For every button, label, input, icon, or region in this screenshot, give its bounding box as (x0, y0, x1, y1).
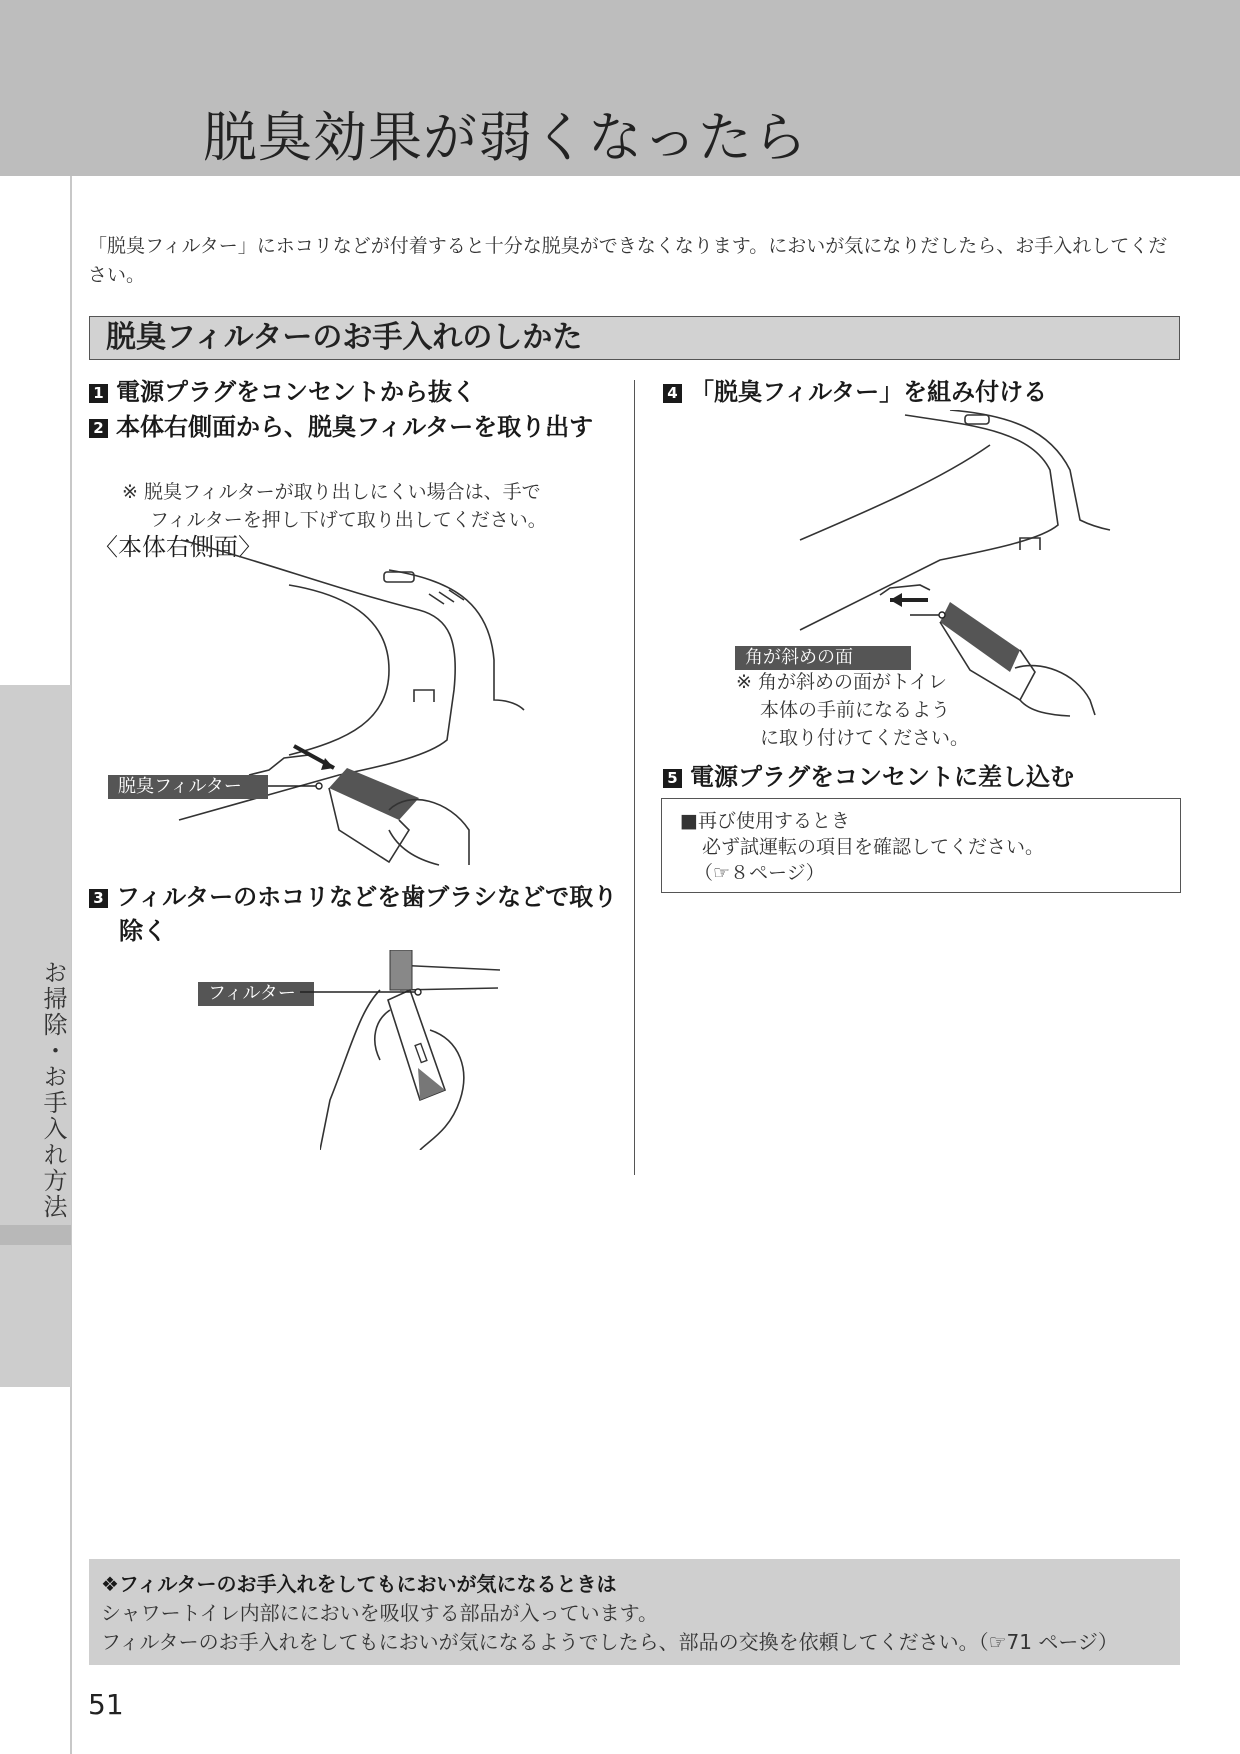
side-tab-lower (0, 1245, 71, 1387)
section-heading: 脱臭フィルターのお手入れのしかた (89, 316, 1180, 360)
step-text: 「脱臭フィルター」を組み付ける (690, 378, 1048, 406)
filter-label-2: フィルター (198, 982, 314, 1006)
note-line: に取り付けてください。 (760, 727, 970, 749)
step-2-note (122, 478, 547, 534)
figure-caption: 〈本体右側面〉 (94, 533, 262, 561)
step-3 (89, 880, 629, 948)
info-title: ■再び使用するとき (680, 810, 850, 832)
step-1 (89, 375, 476, 409)
step-number: 3 (89, 889, 108, 908)
info-line: 必ず試運転の項目を確認してください。 (702, 836, 1045, 858)
filter-label-leader (300, 985, 430, 999)
intro-text: 「脱臭フィルター」にホコリなどが付着すると十分な脱臭ができなくなります。においが気になりだしたら、お手入れしてください。 (88, 235, 1168, 286)
step-number: 2 (89, 419, 108, 438)
note-line: フィルターを押し下げて取り出してください。 (150, 509, 547, 531)
note-line: 本体の手前になるよう (760, 699, 951, 721)
slanted-face-label: 角が斜めの面 (735, 646, 911, 670)
step-4-note (736, 668, 969, 752)
step-text: 電源プラグをコンセントに差し込む (690, 763, 1074, 791)
filter-label: 脱臭フィルター (108, 775, 268, 799)
note-line: ※ 角が斜めの面がトイレ (736, 671, 948, 693)
reuse-info-box (661, 798, 1181, 893)
side-tab-label: お掃除・お手入れ方法 (39, 960, 67, 1220)
step-2 (89, 410, 609, 444)
page-number: 51 (88, 1688, 124, 1721)
step-text: 本体右側面から、脱臭フィルターを取り出す (116, 413, 594, 441)
filter-cleaning-illustration (320, 950, 510, 1150)
step-number: 1 (89, 384, 108, 403)
odor-note-title: ❖フィルターのお手入れをしてもにおいが気になるときは (101, 1572, 617, 1596)
step-number: 4 (663, 384, 682, 403)
column-divider (634, 380, 635, 1175)
note-line: ※ 脱臭フィルターが取り出しにくい場合は、手で (122, 481, 541, 503)
filter-removal-illustration (89, 530, 629, 870)
odor-note-box (89, 1559, 1180, 1665)
step-4 (663, 375, 1047, 409)
step-number: 5 (663, 769, 682, 788)
page-title: 脱臭効果が弱くなったら (203, 106, 808, 169)
step-text: フィルターのホコリなどを歯ブラシなどで取り除く (116, 883, 618, 945)
step-text: 電源プラグをコンセントから抜く (116, 378, 476, 406)
side-tab-divider (0, 1225, 71, 1245)
odor-note-line: シャワートイレ内部ににおいを吸収する部品が入っています。 (101, 1601, 658, 1625)
step-5 (663, 760, 1074, 794)
page-reference-link[interactable]: （☞８ページ） (694, 862, 825, 884)
odor-note-line: フィルターのお手入れをしてもにおいが気になるようでしたら、部品の交換を依頼してください。（☞71 ページ） (101, 1630, 1118, 1654)
